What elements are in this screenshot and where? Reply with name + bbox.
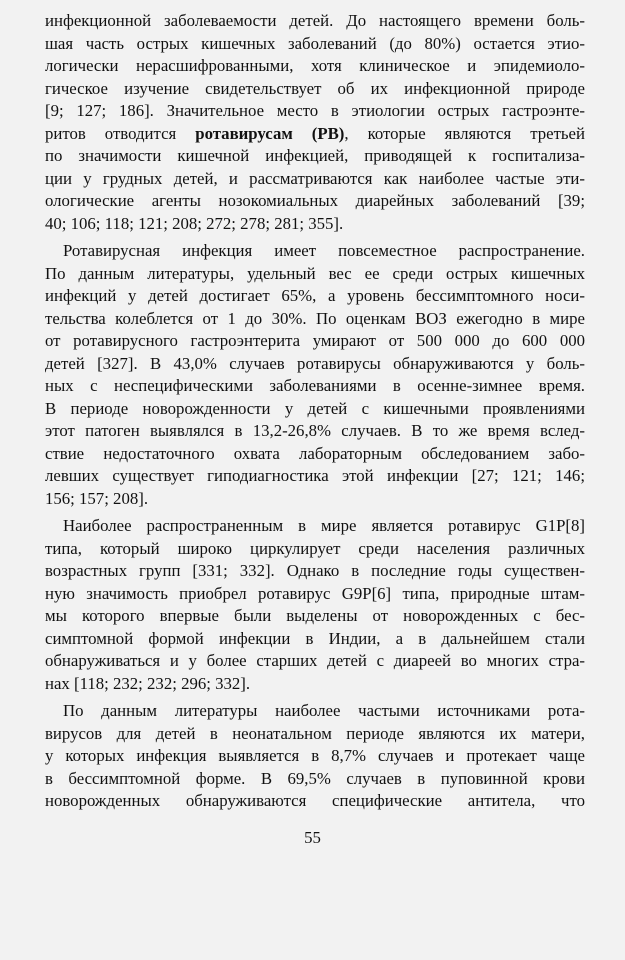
paragraph bbox=[45, 700, 585, 813]
text-line: ствие недостаточного охвата лабораторным обследованием забо- bbox=[45, 443, 585, 463]
text-line bbox=[45, 123, 585, 146]
text-line: инфекций у детей достигает 65%, а уровень бессимптомного носи- bbox=[45, 286, 585, 305]
page-body bbox=[45, 10, 585, 813]
text-line: ологические агенты нозокомиальных диарейных заболеваний [39; bbox=[45, 191, 585, 210]
text-line: обнаруживаться и у более старших детей с диареей во многих стра- bbox=[45, 651, 585, 670]
text-line: ции у грудных детей, и рассматриваются как наиболее частые эти- bbox=[45, 168, 585, 188]
text-line: По данным литературы наиболее частыми источниками рота- bbox=[63, 701, 585, 720]
text-line: тельства колеблется от 1 до 30%. По оценкам ВОЗ ежегодно в мире bbox=[45, 308, 585, 328]
text-line: Ротавирусная инфекция имеет повсеместное распространение. bbox=[63, 241, 585, 260]
text-line: типа, который широко циркулирует среди населения различных bbox=[45, 538, 585, 558]
text-line: По данным литературы, удельный вес ее среди острых кишечных bbox=[45, 263, 585, 283]
text-line: логически нерасшифрованными, хотя клиническое и эпидемиоло- bbox=[45, 56, 585, 75]
text-line: у которых инфекция выявляется в 8,7% случаев и протекает чаще bbox=[45, 746, 585, 765]
text-line: мы которого впервые были выделены от новорожденных с бес- bbox=[45, 606, 585, 625]
text-line: Наиболее распространенным в мире является ротавирус G1P[8] bbox=[63, 516, 585, 535]
paragraph bbox=[45, 515, 585, 695]
text-line: детей [327]. В 43,0% случаев ротавирусы обнаруживаются у боль- bbox=[45, 353, 585, 373]
text-line: ную значимость приобрел ротавирус G9P[6] типа, природные штам- bbox=[45, 583, 585, 603]
text-line: 40; 106; 118; 121; 208; 272; 278; 281; 355]. bbox=[45, 213, 344, 233]
text-line: этот патоген выявлялся в 13,2-26,8% случаев. В то же время вслед- bbox=[45, 421, 585, 440]
text-line: по значимости кишечной инфекцией, приводящей к госпитализа- bbox=[45, 146, 585, 165]
text-line: нах [118; 232; 232; 296; 332]. bbox=[45, 673, 251, 693]
text-line: возрастных групп [331; 332]. Однако в последние годы существен- bbox=[45, 561, 585, 580]
text-line: гическое изучение свидетельствует об их инфекционной природе bbox=[45, 78, 585, 98]
paragraph bbox=[45, 240, 585, 510]
bold-term: ротавирусам (РВ) bbox=[195, 123, 345, 143]
text-line: инфекционной заболеваемости детей. До настоящего времени боль- bbox=[45, 11, 585, 30]
text-line: симптомной формой инфекции в Индии, а в дальнейшем стали bbox=[45, 628, 585, 648]
page-number: 55 bbox=[304, 828, 321, 847]
text-line: шая часть острых кишечных заболеваний (до 80%) остается этио- bbox=[45, 33, 585, 53]
paragraph bbox=[45, 10, 585, 235]
text-line: от ротавирусного гастроэнтерита умирают от 500 000 до 600 000 bbox=[45, 331, 585, 350]
text-line: левших существует гиподиагностика этой инфекции [27; 121; 146; bbox=[45, 466, 585, 485]
text-line: В периоде новорожденности у детей с кишечными проявлениями bbox=[45, 398, 585, 418]
text-line: новорожденных обнаруживаются специфические антитела, что bbox=[45, 791, 585, 810]
text-line: вирусов для детей в неонатальном периоде являются их матери, bbox=[45, 723, 585, 743]
text-run: , которые являются третьей bbox=[344, 123, 585, 143]
text-line: [9; 127; 186]. Значительное место в этиологии острых гастроэнте- bbox=[45, 101, 585, 120]
text-line: ных с неспецифическими заболеваниями в осенне-зимнее время. bbox=[45, 376, 585, 395]
text-line: 156; 157; 208]. bbox=[45, 488, 149, 508]
text-run: ритов отводится bbox=[45, 123, 196, 143]
text-line: в бессимптомной форме. В 69,5% случаев в пуповинной крови bbox=[45, 768, 585, 788]
